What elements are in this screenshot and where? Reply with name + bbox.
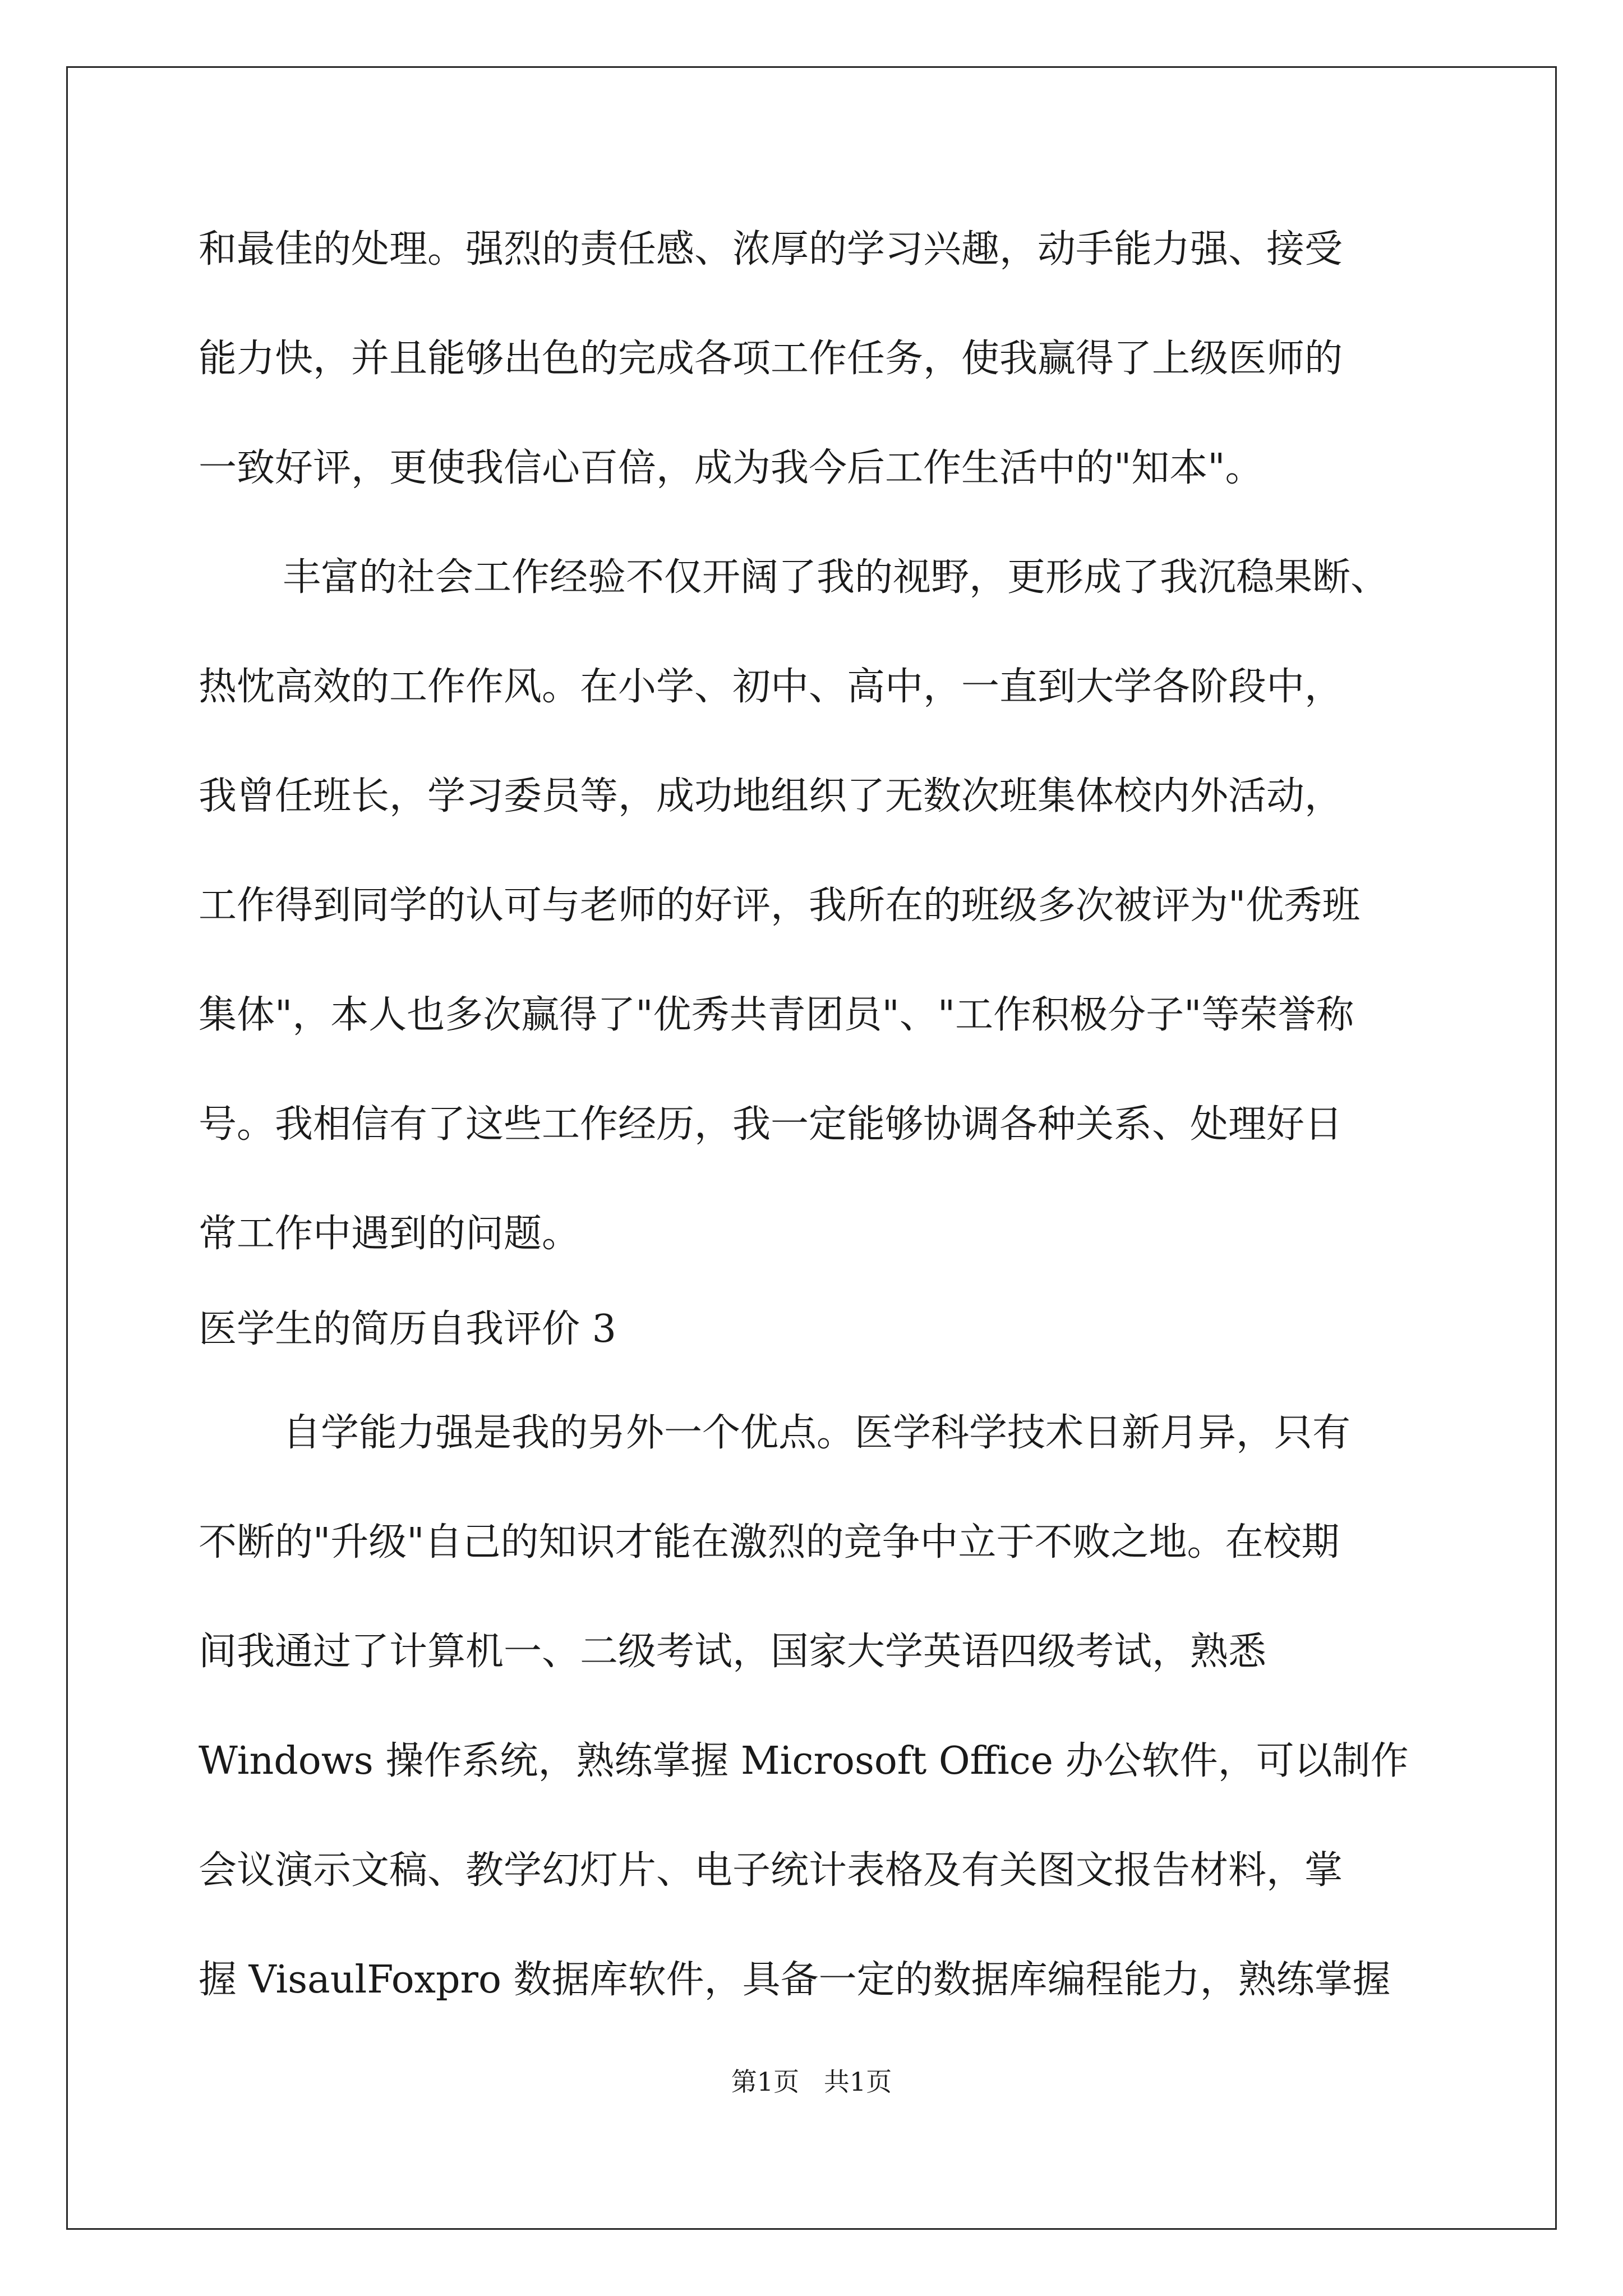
body-line-12: 自学能力强是我的另外一个优点。医学科学技术日新月异，只有 [283, 1411, 1351, 1455]
section-heading: 医学生的简历自我评价 3 [199, 1307, 616, 1351]
body-line-17: 握 VisaulFoxpro 数据库软件，具备一定的数据库编程能力，熟练掌握 [199, 1958, 1391, 2002]
page-border [66, 66, 1557, 2230]
body-line-8: 集体"，本人也多次赢得了"优秀共青团员"、"工作积极分子"等荣誉称 [199, 993, 1354, 1037]
body-line-9: 号。我相信有了这些工作经历，我一定能够协调各种关系、处理好日 [199, 1102, 1343, 1147]
body-line-15: Windows 操作系统，熟练掌握 Microsoft Office 办公软件，可以制作 [199, 1739, 1409, 1783]
body-line-3: 一致好评，更使我信心百倍，成为我今后工作生活中的"知本"。 [199, 446, 1264, 490]
body-line-4: 丰富的社会工作经验不仅开阔了我的视野，更形成了我沉稳果断、 [283, 555, 1389, 600]
body-line-16: 会议演示文稿、教学幻灯片、电子统计表格及有关图文报告材料，掌 [199, 1848, 1343, 1893]
body-line-7: 工作得到同学的认可与老师的好评，我所在的班级多次被评为"优秀班 [199, 884, 1361, 928]
body-line-10: 常工作中遇到的问题。 [199, 1212, 580, 1256]
body-line-5: 热忱高效的工作作风。在小学、初中、高中，一直到大学各阶段中， [199, 665, 1343, 709]
body-line-14: 间我通过了计算机一、二级考试，国家大学英语四级考试，熟悉 [199, 1630, 1267, 1674]
page-footer: 第1页 共1页 [731, 2067, 892, 2097]
body-line-1: 和最佳的处理。强烈的责任感、浓厚的学习兴趣，动手能力强、接受 [199, 227, 1343, 272]
body-line-2: 能力快，并且能够出色的完成各项工作任务，使我赢得了上级医师的 [199, 337, 1343, 381]
body-line-13: 不断的"升级"自己的知识才能在激烈的竞争中立于不败之地。在校期 [199, 1520, 1340, 1565]
body-line-6: 我曾任班长，学习委员等，成功地组织了无数次班集体校内外活动， [199, 774, 1343, 818]
